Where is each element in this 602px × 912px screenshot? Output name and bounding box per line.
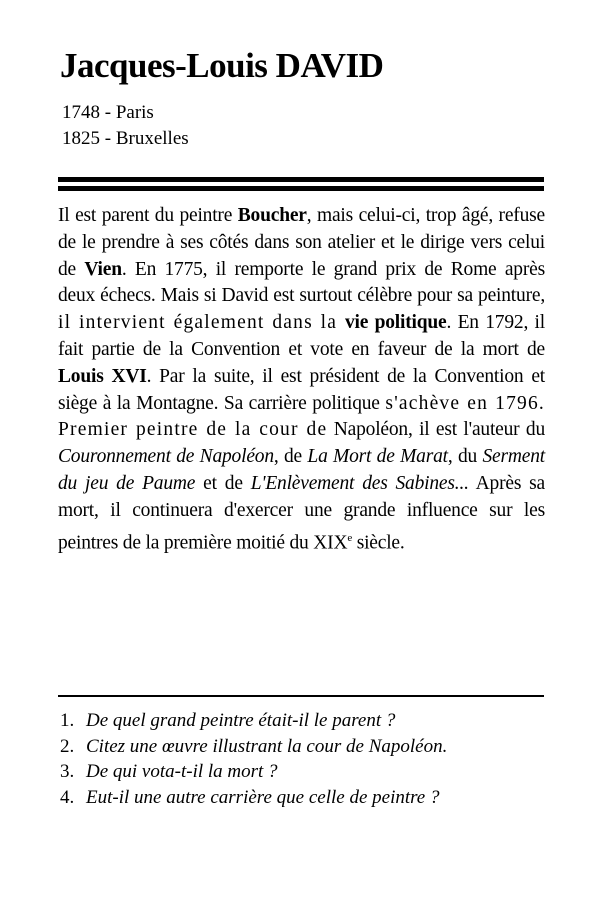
question-number: 3. xyxy=(60,761,75,782)
work-couronnement: Couronnement de Napoléon xyxy=(58,446,274,468)
body-text-4: . En 1792, il fait partie de la Convention et vote en faveur de la mort de xyxy=(58,312,545,360)
name-boucher: Boucher xyxy=(237,205,307,226)
question-text: De quel grand peintre était-il le parent ? xyxy=(86,710,396,731)
question-item xyxy=(60,785,540,811)
death-place: Bruxelles xyxy=(115,128,189,149)
birth-year: 1748 xyxy=(62,102,100,123)
question-item xyxy=(60,708,540,734)
body-text-6: Napoléon, il est l'auteur du xyxy=(327,419,545,441)
body-text-11: siècle. xyxy=(352,532,405,554)
death-year: 1825 xyxy=(62,128,100,149)
question-number: 4. xyxy=(60,786,75,808)
body-text-7: , de xyxy=(273,446,308,468)
question-item xyxy=(60,734,540,760)
birth-row xyxy=(62,100,189,126)
name-louis-xvi: Louis XVI xyxy=(58,365,147,387)
question-text: Citez une œuvre illustrant la cour de Napoléon. xyxy=(86,735,448,757)
name-vien: Vien xyxy=(84,258,122,280)
body-spaced-1: il intervient également dans la xyxy=(58,312,345,334)
body-text-8: , du xyxy=(447,446,483,468)
question-text: De qui vota-t-il la mort ? xyxy=(86,761,278,782)
body-text-1: Il est parent du peintre xyxy=(58,205,238,226)
questions-divider xyxy=(58,695,544,697)
birth-place: Paris xyxy=(115,102,154,123)
work-sabines: L'Enlèvement des Sabines... xyxy=(250,472,469,494)
questions-list xyxy=(60,708,540,810)
death-separator: - xyxy=(104,128,112,149)
body-text-3: . En 1775, il remporte le grand prix de Rome après deux échecs. Mais si David est surtout célèbre pour sa peinture, xyxy=(58,258,545,307)
question-number: 2. xyxy=(60,735,75,757)
body-spaced-2: s'achève en 1796. Premier peintre de la cour de xyxy=(58,392,545,441)
birth-separator: - xyxy=(104,102,112,123)
question-text: Eut-il une autre carrière que celle de peintre ? xyxy=(86,786,440,808)
century-superscript: e xyxy=(347,531,353,544)
biography-text xyxy=(58,203,545,557)
dates-block xyxy=(62,100,189,152)
biography-paragraph xyxy=(58,203,545,557)
header-divider-bottom xyxy=(58,186,544,191)
death-row xyxy=(62,126,189,152)
work-serment: Serment du jeu de Paume xyxy=(58,446,545,494)
body-text-9: et de xyxy=(195,472,251,494)
question-item xyxy=(60,759,540,785)
page-title: Jacques-Louis DAVID xyxy=(60,46,384,85)
body-text-5: . Par la suite, il est président de la Convention et siège à la Montagne. Sa carrière politique xyxy=(58,365,545,414)
body-text-2: , mais celui-ci, trop âgé, refuse de le prendre à ses côtés dans son atelier et le dirige vers celui de xyxy=(58,205,545,280)
question-number: 1. xyxy=(60,710,75,731)
body-text-10: Après sa mort, il continuera d'exercer une grande influence sur les peintres de la première moitié du XIX xyxy=(58,472,545,554)
header-divider-top xyxy=(58,177,544,182)
term-vie-politique: vie politique xyxy=(344,312,447,334)
work-mort-de-marat: La Mort de Marat xyxy=(307,446,448,468)
